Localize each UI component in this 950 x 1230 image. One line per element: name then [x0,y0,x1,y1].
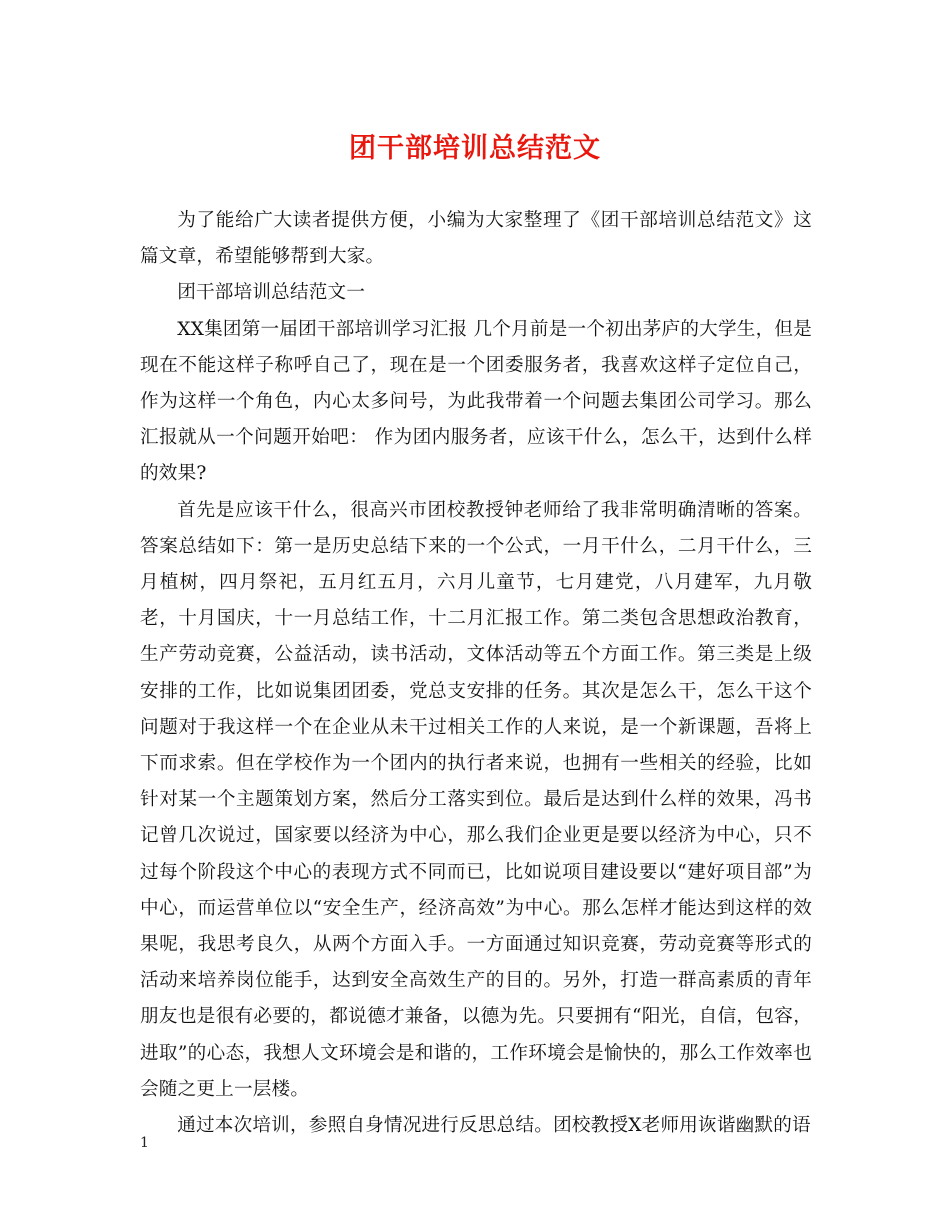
document-title: 团干部培训总结范文 [349,133,601,164]
section-heading: 团干部培训总结范文一 [177,282,366,304]
body-paragraph: 通过本次培训，参照自身情况进行反思总结。团校教授X老师用诙谐幽默的语 [177,1115,811,1137]
body-paragraph: XX集团第一届团干部培训学习汇报 几个月前是一个初出茅庐的大学生，但是现在不能这样子称呼自己了，现在是一个团委服务者，我喜欢这样子定位自己，作为这样一个角色，内心太多问号，为此我带着一个问题去集团公司学习。那么汇报就从一个问题开始吧： 作为团内服务者，应该干什么，怎么干，达到什么样的效果? [140,318,812,485]
intro-paragraph: 为了能给广大读者提供方便，小编为大家整理了《团干部培训总结范文》这篇文章，希望能够帮到大家。 [140,210,812,268]
page-number: 1 [140,1135,149,1151]
document-body [140,203,812,1144]
body-paragraph: 首先是应该干什么，很高兴市团校教授钟老师给了我非常明确清晰的答案。答案总结如下：第一是历史总结下来的一个公式，一月干什么，二月干什么，三月植树，四月祭祀，五月红五月，六月儿童节，七月建党，八月建军，九月敬老，十月国庆，十一月总结工作，十二月汇报工作。第二类包含思想政治教育，生产劳动竞赛，公益活动，读书活动，文体活动等五个方面工作。第三类是上级安排的工作，比如说集团团委，党总支安排的任务。其次是怎么干，怎么干这个问题对于我这样一个在企业从未干过相关工作的人来说，是一个新课题，吾将上下而求索。但在学校作为一个团内的执行者来说，也拥有一些相关的经验，比如针对某一个主题策划方案，然后分工落实到位。最后是达到什么样的效果，冯书记曾几次说过，国家要以经济为中心，那么我们企业更是要以经济为中心，只不过每个阶段这个中心的表现方式不同而已，比如说项目建设要以“建好项目部”为中心，而运营单位以“安全生产，经济高效”为中心。那么怎样才能达到这样的效果呢，我思考良久，从两个方面入手。一方面通过知识竞赛，劳动竞赛等形式的活动来培养岗位能手，达到安全高效生产的目的。另外，打造一群高素质的青年朋友也是很有必要的，都说德才兼备，以德为先。只要拥有“阳光，自信，包容，进取”的心态，我想人文环境会是和谐的，工作环境会是愉快的，那么工作效率也会随之更上一层楼。 [140,499,812,1100]
